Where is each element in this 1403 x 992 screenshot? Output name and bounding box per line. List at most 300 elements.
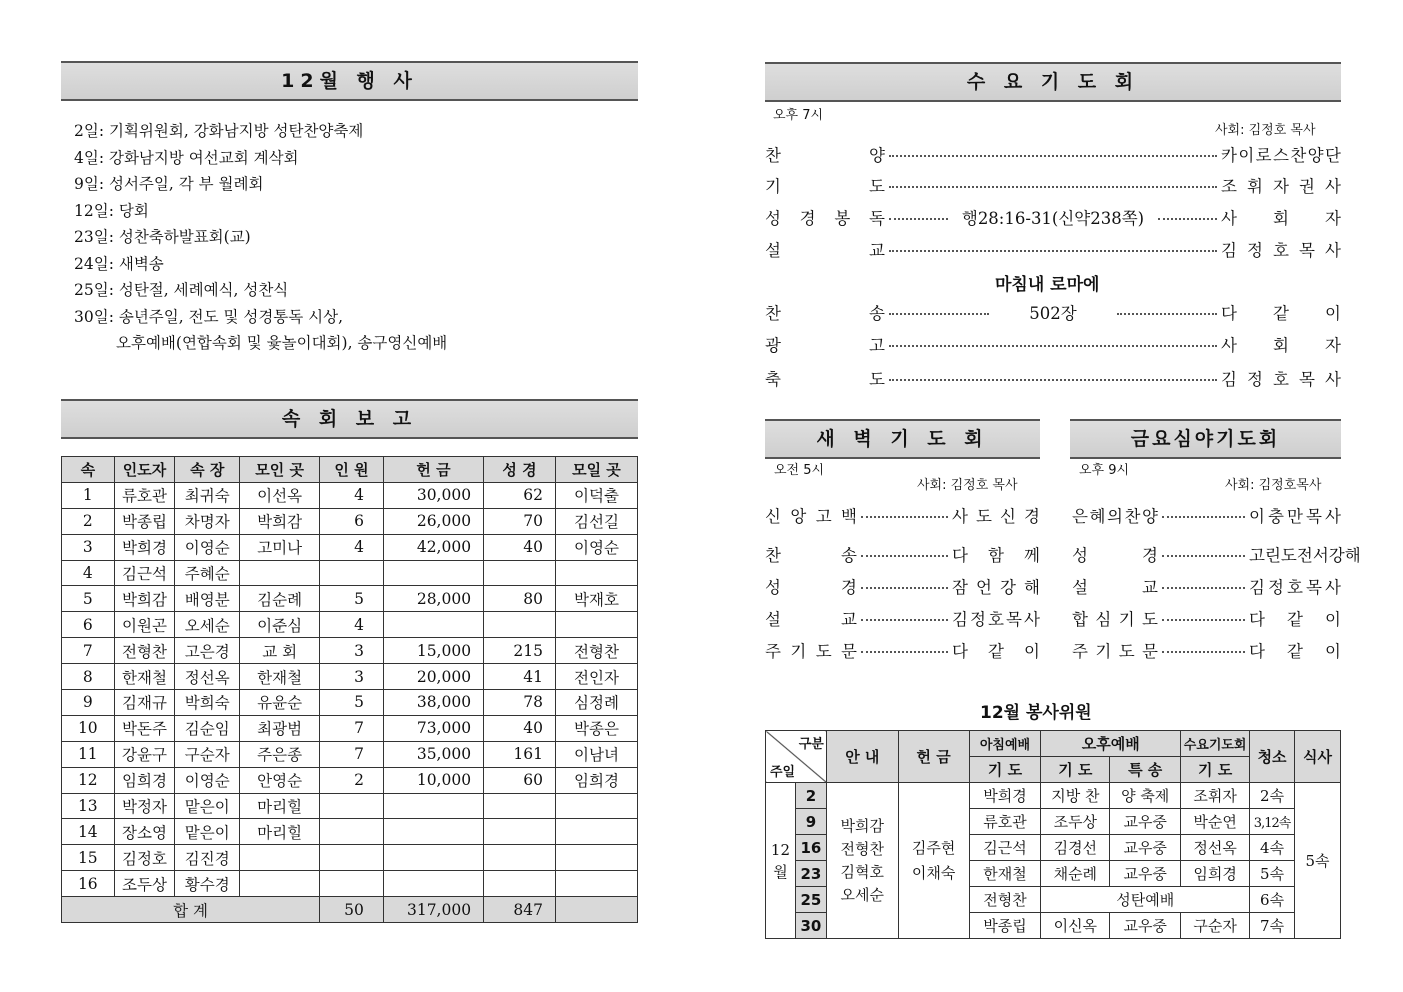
table-cell: 김근석 — [114, 560, 175, 586]
label-char: 혜 — [1089, 507, 1106, 526]
table-cell: 40 — [484, 715, 556, 741]
table-cell: 박정자 — [114, 793, 175, 819]
value-char: 양 — [1307, 146, 1324, 165]
table-cell: 김선길 — [555, 508, 637, 534]
day-cell: 16 — [795, 835, 826, 861]
sub-header: 기 도 — [969, 757, 1041, 783]
table-row — [62, 534, 638, 560]
row-value — [1221, 142, 1341, 166]
table-row — [62, 690, 638, 716]
table-cell: 마리힐 — [240, 819, 320, 845]
event-item: 24일: 새벽송 — [74, 254, 164, 273]
afternoon-cell: 김경선 — [1041, 835, 1110, 861]
table-cell: 강윤구 — [114, 741, 175, 767]
order-row — [765, 366, 1341, 390]
table-cell: 11 — [62, 741, 115, 767]
table-cell — [555, 871, 637, 897]
value-char: 사 — [1325, 241, 1341, 260]
order-row — [765, 300, 1341, 324]
row-value — [952, 503, 1040, 527]
label-char: 기 — [790, 642, 807, 661]
col-morning: 아침예배 — [969, 731, 1041, 757]
table-cell: 주혜순 — [175, 560, 240, 586]
events-header: 12월 행 사 — [61, 61, 638, 101]
wed-cell: 정선옥 — [1181, 835, 1250, 861]
total-label: 합 계 — [62, 897, 320, 923]
table-cell — [555, 819, 637, 845]
table-cell — [484, 819, 556, 845]
event-item: 오후예배(연합속회 및 윷놀이대회), 송구영신예배 — [116, 334, 448, 352]
leader-dots — [889, 313, 989, 315]
wed-cell: 박순연 — [1181, 809, 1250, 835]
value-char: 사 — [952, 507, 968, 526]
table-cell: 2 — [320, 767, 384, 793]
label-char: 도 — [869, 370, 885, 389]
label-char: 문 — [841, 642, 857, 661]
label-char: 백 — [841, 507, 857, 526]
wed-cell: 구순자 — [1181, 913, 1250, 939]
morning-cell: 류호관 — [969, 809, 1041, 835]
wed-cell: 임희경 — [1181, 861, 1250, 887]
value-char: 사 — [1325, 370, 1341, 389]
label-char: 고 — [815, 507, 832, 526]
table-row — [62, 793, 638, 819]
corner-cell — [766, 731, 827, 783]
guide-name: 오세순 — [840, 885, 885, 904]
dawn-host: 사회: 김정호 목사 — [917, 478, 1018, 493]
value-char: 스 — [1272, 146, 1289, 165]
table-cell: 38,000 — [383, 690, 483, 716]
label-char: 문 — [1142, 642, 1158, 661]
table-cell: 4 — [320, 534, 384, 560]
table-cell: 전인자 — [555, 664, 637, 690]
special-cell: 교우중 — [1110, 913, 1181, 939]
special-cell: 교우중 — [1110, 809, 1181, 835]
leader-dots — [889, 250, 1217, 252]
value-char: 다 — [952, 642, 968, 661]
table-cell: 16 — [62, 871, 115, 897]
value-char: 도 — [976, 507, 992, 526]
value-char: 목 — [1306, 507, 1322, 526]
value-char: 충 — [1268, 507, 1284, 526]
guide-name: 전형찬 — [840, 839, 885, 858]
table-cell: 10 — [62, 715, 115, 741]
table-cell: 35,000 — [383, 741, 483, 767]
table-cell: 7 — [320, 715, 384, 741]
label-char: 도 — [869, 177, 885, 196]
label-char: 교 — [869, 241, 885, 260]
value-char: 강 — [1328, 546, 1345, 565]
special-cell: 양 축제 — [1110, 783, 1181, 809]
value-char: 정 — [1247, 241, 1263, 260]
value-char: 자 — [1273, 177, 1289, 196]
table-cell: 5 — [320, 586, 384, 612]
value-char: 목 — [1299, 241, 1315, 260]
label-char: 고 — [869, 336, 885, 355]
value-char: 호 — [1273, 241, 1289, 260]
row-label — [1072, 606, 1158, 630]
table-row — [62, 715, 638, 741]
order-row — [765, 606, 1040, 630]
row-value — [1249, 574, 1341, 598]
table-cell — [320, 871, 384, 897]
value-char: 이 — [1249, 507, 1265, 526]
table-cell — [240, 871, 320, 897]
value-char: 김 — [1249, 578, 1265, 597]
value-char: 언 — [976, 578, 992, 597]
sub-header: 기 도 — [1181, 757, 1250, 783]
row-label — [765, 503, 857, 527]
value-char: 이 — [1238, 146, 1255, 165]
events-list — [74, 118, 447, 357]
event-item: 25일: 성탄절, 세례예식, 성찬식 — [74, 281, 289, 299]
table-cell: 4 — [62, 560, 115, 586]
row-value — [1221, 205, 1341, 229]
friday-host: 사회: 김정호목사 — [1225, 478, 1322, 493]
table-row — [62, 638, 638, 664]
table-cell: 4 — [320, 612, 384, 638]
leader-dots — [1158, 218, 1217, 220]
sub-header: 특 송 — [1110, 757, 1181, 783]
leader-dots — [1117, 313, 1217, 315]
report-col-header: 속 장 — [175, 457, 240, 483]
table-cell: 맡은이 — [175, 793, 240, 819]
order-row — [765, 638, 1040, 662]
value-char: 카 — [1221, 146, 1237, 165]
label-char: 경 — [799, 209, 816, 228]
friday-header: 금요심야기도회 — [1070, 419, 1341, 459]
order-row — [765, 503, 1040, 527]
value-char: 사 — [1221, 336, 1237, 355]
table-cell: 김정호 — [114, 845, 175, 871]
table-row — [62, 741, 638, 767]
value-char: 호 — [988, 610, 1004, 629]
leader-dots — [1162, 619, 1245, 621]
leader-dots — [861, 651, 948, 653]
table-cell: 심정례 — [555, 690, 637, 716]
table-cell: 이선옥 — [240, 482, 320, 508]
table-row — [62, 612, 638, 638]
label-char: 성 — [765, 578, 781, 597]
wed-time: 오후 7시 — [773, 108, 824, 123]
value-char: 김 — [952, 610, 968, 629]
leader-dots — [861, 587, 948, 589]
leader-dots — [889, 345, 1217, 347]
label-char: 독 — [869, 209, 885, 228]
report-header: 속 회 보 고 — [61, 399, 638, 439]
col-guide: 안 내 — [826, 731, 898, 783]
value-char: 김 — [1221, 241, 1237, 260]
value-char: 정 — [1268, 578, 1284, 597]
table-cell: 맡은이 — [175, 819, 240, 845]
label-char: 기 — [1118, 610, 1135, 629]
table-cell: 김순임 — [175, 715, 240, 741]
table-cell: 전형찬 — [114, 638, 175, 664]
row-label — [1072, 503, 1158, 527]
label-char: 봉 — [834, 209, 851, 228]
table-cell: 황수경 — [175, 871, 240, 897]
row-value — [1221, 332, 1341, 356]
table-cell — [320, 819, 384, 845]
sub-header: 기 도 — [1041, 757, 1110, 783]
guide-name: 박희감 — [840, 816, 885, 835]
table-cell — [484, 871, 556, 897]
col-clean: 청소 — [1250, 731, 1295, 783]
table-cell: 마리힐 — [240, 793, 320, 819]
table-cell — [320, 560, 384, 586]
label-char: 기 — [765, 177, 781, 196]
table-cell: 4 — [320, 482, 384, 508]
value-char: 권 — [1299, 177, 1315, 196]
table-cell: 교 회 — [240, 638, 320, 664]
value-char: 정 — [1247, 370, 1263, 389]
value-char: 목 — [1006, 610, 1022, 629]
service-table — [765, 730, 1341, 939]
table-cell: 박희감 — [114, 586, 175, 612]
label-char: 설 — [1072, 578, 1088, 597]
corner-week: 주일 — [770, 765, 796, 780]
table-cell: 정선옥 — [175, 664, 240, 690]
table-cell: 80 — [484, 586, 556, 612]
table-cell: 이영순 — [175, 767, 240, 793]
special-cell: 교우중 — [1110, 861, 1181, 887]
label-char: 설 — [765, 610, 781, 629]
table-cell: 6 — [62, 612, 115, 638]
value-char: 서 — [1312, 546, 1329, 565]
wed-cell: 조휘자 — [1181, 783, 1250, 809]
table-cell: 73,000 — [383, 715, 483, 741]
label-char: 도 — [815, 642, 832, 661]
table-cell: 장소영 — [114, 819, 175, 845]
value-char: 사 — [1325, 578, 1341, 597]
value-char: 자 — [1325, 209, 1341, 228]
table-row — [62, 586, 638, 612]
value-char: 단 — [1324, 146, 1341, 165]
table-cell — [555, 560, 637, 586]
value-char: 목 — [1306, 578, 1322, 597]
value-char: 호 — [1287, 578, 1303, 597]
table-cell: 2 — [62, 508, 115, 534]
day-cell: 9 — [795, 809, 826, 835]
morning-cell: 박희경 — [969, 783, 1041, 809]
event-item: 23일: 성찬축하발표회(교) — [74, 228, 251, 246]
row-label — [765, 606, 857, 630]
table-cell: 3 — [320, 664, 384, 690]
label-char: 신 — [765, 507, 781, 526]
table-cell: 62 — [484, 482, 556, 508]
table-cell — [240, 845, 320, 871]
dawn-header: 새 벽 기 도 회 — [765, 419, 1040, 459]
row-label — [765, 574, 857, 598]
table-cell: 이덕출 — [555, 482, 637, 508]
table-cell: 조두상 — [114, 871, 175, 897]
report-col-header: 성 경 — [484, 457, 556, 483]
table-cell: 28,000 — [383, 586, 483, 612]
value-char: 휘 — [1247, 177, 1263, 196]
value-char: 사 — [1221, 209, 1237, 228]
total-bible: 847 — [484, 897, 556, 923]
label-char: 교 — [1142, 578, 1158, 597]
guide-name: 김혁호 — [840, 862, 885, 881]
value-char: 이 — [1024, 642, 1040, 661]
friday-time: 오후 9시 — [1079, 463, 1130, 478]
table-cell: 60 — [484, 767, 556, 793]
morning-cell: 한재철 — [969, 861, 1041, 887]
value-char: 다 — [1221, 304, 1237, 323]
report-col-header: 속 — [62, 457, 115, 483]
label-char: 송 — [869, 304, 885, 323]
table-cell: 12 — [62, 767, 115, 793]
clean-cell: 4속 — [1250, 835, 1295, 861]
afternoon-cell: 채순례 — [1041, 861, 1110, 887]
clean-cell: 6속 — [1250, 887, 1295, 913]
total-count: 50 — [320, 897, 384, 923]
label-char: 심 — [1095, 610, 1112, 629]
table-row — [62, 845, 638, 871]
label-char: 은 — [1072, 507, 1088, 526]
value-char: 사 — [1325, 507, 1341, 526]
value-char: 정 — [970, 610, 986, 629]
value-char: 고 — [1249, 546, 1265, 565]
value-char: 다 — [952, 546, 968, 565]
order-row — [765, 237, 1341, 261]
table-cell: 41 — [484, 664, 556, 690]
afternoon-cell: 조두상 — [1041, 809, 1110, 835]
col-afternoon: 오후예배 — [1041, 731, 1181, 757]
report-col-header: 모일 곳 — [555, 457, 637, 483]
table-row — [62, 871, 638, 897]
leader-dots — [861, 516, 948, 518]
label-char: 주 — [765, 642, 781, 661]
value-char: 만 — [1287, 507, 1303, 526]
value-char: 같 — [1287, 642, 1303, 661]
table-cell: 70 — [484, 508, 556, 534]
value-char: 해 — [1344, 546, 1361, 565]
table-cell: 15 — [62, 845, 115, 871]
value-char: 회 — [1273, 336, 1289, 355]
table-cell: 전형찬 — [555, 638, 637, 664]
table-cell: 한재철 — [114, 664, 175, 690]
order-row — [1072, 606, 1341, 630]
label-char: 교 — [841, 610, 857, 629]
table-cell — [484, 560, 556, 586]
leader-dots — [1162, 555, 1245, 557]
row-value — [1249, 542, 1361, 566]
table-cell: 김진경 — [175, 845, 240, 871]
table-cell — [383, 560, 483, 586]
offering-name: 김주현 — [911, 838, 956, 857]
table-row — [766, 783, 1341, 809]
afternoon-cell: 이신옥 — [1041, 913, 1110, 939]
row-value — [1249, 503, 1341, 527]
table-cell: 배영분 — [175, 586, 240, 612]
wed-host: 사회: 김정호 목사 — [1215, 123, 1316, 138]
row-value — [1249, 606, 1341, 630]
leader-dots — [1162, 651, 1245, 653]
total-offering: 317,000 — [383, 897, 483, 923]
table-cell: 215 — [484, 638, 556, 664]
table-cell: 오세순 — [175, 612, 240, 638]
svc-header-row — [766, 731, 1341, 757]
table-cell: 이원곤 — [114, 612, 175, 638]
value-char: 이 — [1325, 304, 1341, 323]
value-char: 경 — [1024, 507, 1040, 526]
row-value — [952, 574, 1040, 598]
label-char: 성 — [765, 209, 781, 228]
event-item: 4일: 강화남지방 여선교회 계삭회 — [74, 148, 299, 167]
table-row — [62, 508, 638, 534]
corner-gubun: 구분 — [798, 737, 824, 752]
table-row — [62, 767, 638, 793]
morning-cell: 전형찬 — [969, 887, 1041, 913]
cell-report-table — [61, 456, 638, 923]
value-char: 같 — [988, 642, 1004, 661]
clean-cell: 3,12속 — [1250, 809, 1295, 835]
value-char: 로 — [1255, 146, 1272, 165]
value-char: 호 — [1273, 370, 1289, 389]
table-cell: 박종은 — [555, 715, 637, 741]
event-item: 30일: 송년주일, 전도 및 성경통독 시상, — [74, 307, 344, 326]
value-char: 도 — [1280, 546, 1297, 565]
value-char: 회 — [1273, 209, 1289, 228]
value-char: 린 — [1264, 546, 1281, 565]
value-char: 해 — [1024, 578, 1040, 597]
table-cell — [320, 845, 384, 871]
label-char: 성 — [1072, 546, 1088, 565]
morning-cell: 박종립 — [969, 913, 1041, 939]
table-cell: 26,000 — [383, 508, 483, 534]
table-cell — [555, 845, 637, 871]
table-cell: 박희감 — [240, 508, 320, 534]
table-cell: 3 — [320, 638, 384, 664]
value-char: 사 — [1325, 177, 1341, 196]
value-char: 찬 — [1290, 146, 1307, 165]
table-cell: 최광범 — [240, 715, 320, 741]
leader-dots — [889, 218, 948, 220]
label-char: 주 — [1072, 642, 1088, 661]
value-char: 목 — [1299, 370, 1315, 389]
table-cell: 30,000 — [383, 482, 483, 508]
label-char: 앙 — [790, 507, 807, 526]
value-char: 이 — [1325, 610, 1341, 629]
value-char: 다 — [1249, 610, 1265, 629]
row-label — [1072, 638, 1158, 662]
offering-name: 이채숙 — [911, 863, 956, 882]
merged-cell: 성탄예배 — [1041, 887, 1250, 913]
leader-dots — [1162, 516, 1245, 518]
table-cell: 임희경 — [114, 767, 175, 793]
order-row — [1072, 503, 1341, 527]
table-cell — [555, 793, 637, 819]
table-cell: 7 — [62, 638, 115, 664]
value-char: 사 — [1024, 610, 1040, 629]
row-label — [765, 237, 885, 261]
wed-header: 수 요 기 도 회 — [765, 62, 1341, 102]
leader-dots — [889, 379, 1217, 381]
value-char: 전 — [1296, 546, 1313, 565]
leader-dots — [1162, 587, 1245, 589]
table-cell: 주은종 — [240, 741, 320, 767]
table-cell — [320, 793, 384, 819]
table-row — [62, 819, 638, 845]
meal-cell: 5속 — [1295, 783, 1341, 939]
row-label — [1072, 542, 1158, 566]
table-cell: 3 — [62, 534, 115, 560]
leader-dots — [889, 186, 1217, 188]
value-char: 조 — [1221, 177, 1237, 196]
order-row — [1072, 574, 1341, 598]
table-cell: 5 — [62, 586, 115, 612]
